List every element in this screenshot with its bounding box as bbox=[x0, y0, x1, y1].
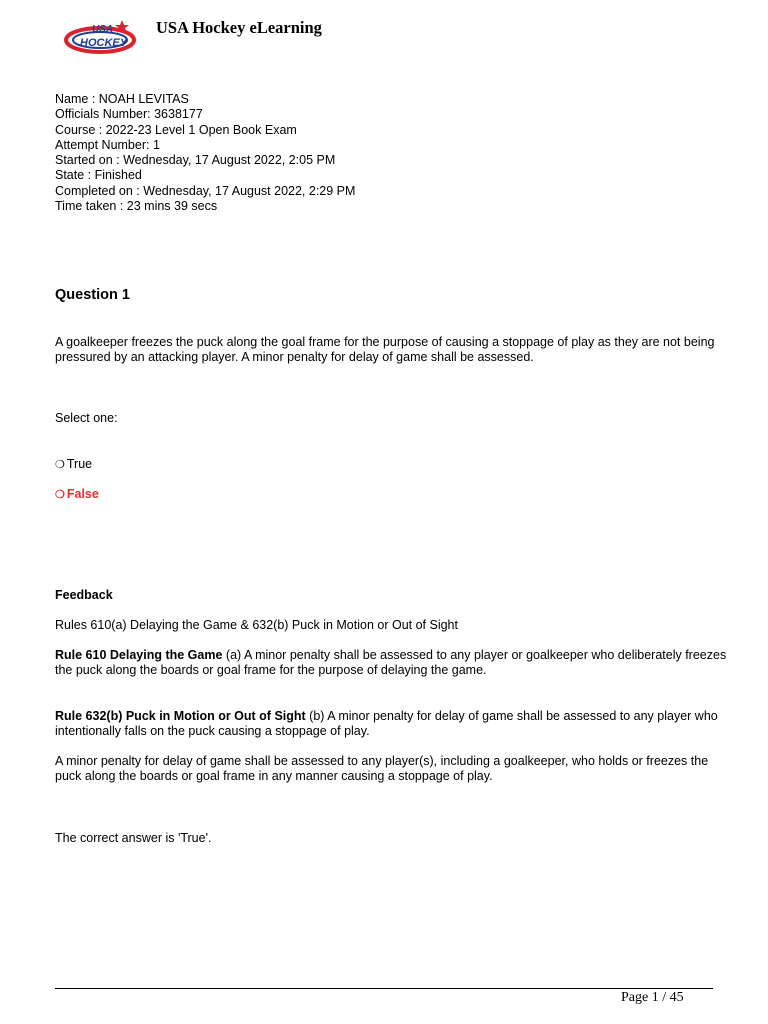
rule-632-text: (b) A minor penalty for delay of game shall be assessed to any player who intentionally falls on the puck causing a stoppage of play. bbox=[55, 709, 718, 739]
question-text: A goalkeeper freezes the puck along the goal frame for the purpose of causing a stoppage of play as they are not being pressured by an attacking player. A minor penalty for delay of game shall be assessed. bbox=[55, 335, 715, 365]
radio-icon: ❍ bbox=[55, 458, 65, 471]
rule-610-title: Rule 610 Delaying the Game bbox=[55, 648, 223, 662]
page-header bbox=[62, 14, 702, 58]
rule-632-paragraph bbox=[55, 709, 735, 740]
course-name: Course : 2022-23 Level 1 Open Book Exam bbox=[55, 122, 297, 137]
answer-option-true[interactable] bbox=[55, 457, 92, 471]
rule-610-paragraph bbox=[55, 648, 735, 679]
logo-usa-text: USA bbox=[92, 24, 114, 35]
completed-on: Completed on : Wednesday, 17 August 2022, 2:29 PM bbox=[55, 183, 356, 198]
student-name: Name : NOAH LEVITAS bbox=[55, 92, 189, 106]
time-taken: Time taken : 23 mins 39 secs bbox=[55, 199, 218, 214]
started-on: Started on : Wednesday, 17 August 2022, 2:05 PM bbox=[55, 153, 336, 168]
page-number: Page 1 / 45 bbox=[621, 990, 684, 1005]
logo-hockey-text: HOCKEY bbox=[80, 37, 128, 49]
feedback-heading: Feedback bbox=[55, 588, 113, 602]
feedback-rules-line: Rules 610(a) Delaying the Game & 632(b) Puck in Motion or Out of Sight bbox=[55, 618, 458, 632]
radio-icon: ❍ bbox=[55, 488, 65, 501]
option-label: True bbox=[66, 457, 93, 471]
rule-extra-paragraph: A minor penalty for delay of game shall be assessed to any player(s), including a goalkeeper, who holds or freezes the puck along the boards or goal frame in any manner causing a stoppage of play. bbox=[55, 754, 709, 784]
footer-divider bbox=[55, 988, 713, 989]
site-title: USA Hockey eLearning bbox=[156, 18, 322, 37]
attempt-details bbox=[55, 92, 355, 214]
option-label: False bbox=[66, 487, 99, 501]
usa-hockey-logo bbox=[62, 14, 146, 58]
answer-option-false[interactable] bbox=[55, 487, 99, 501]
question-title: Question 1 bbox=[55, 287, 130, 303]
rule-632-title: Rule 632(b) Puck in Motion or Out of Sight bbox=[55, 709, 306, 723]
select-prompt: Select one: bbox=[55, 411, 118, 425]
officials-number: Officials Number: 3638177 bbox=[55, 107, 203, 122]
attempt-number: Attempt Number: 1 bbox=[55, 137, 160, 152]
correct-answer: The correct answer is 'True'. bbox=[55, 831, 212, 845]
rule-610-text: (a) A minor penalty shall be assessed to any player or goalkeeper who deliberately freezes the puck along the boards or goal frame for the purpose of delaying the game. bbox=[55, 648, 727, 678]
attempt-state: State : Finished bbox=[55, 168, 142, 183]
